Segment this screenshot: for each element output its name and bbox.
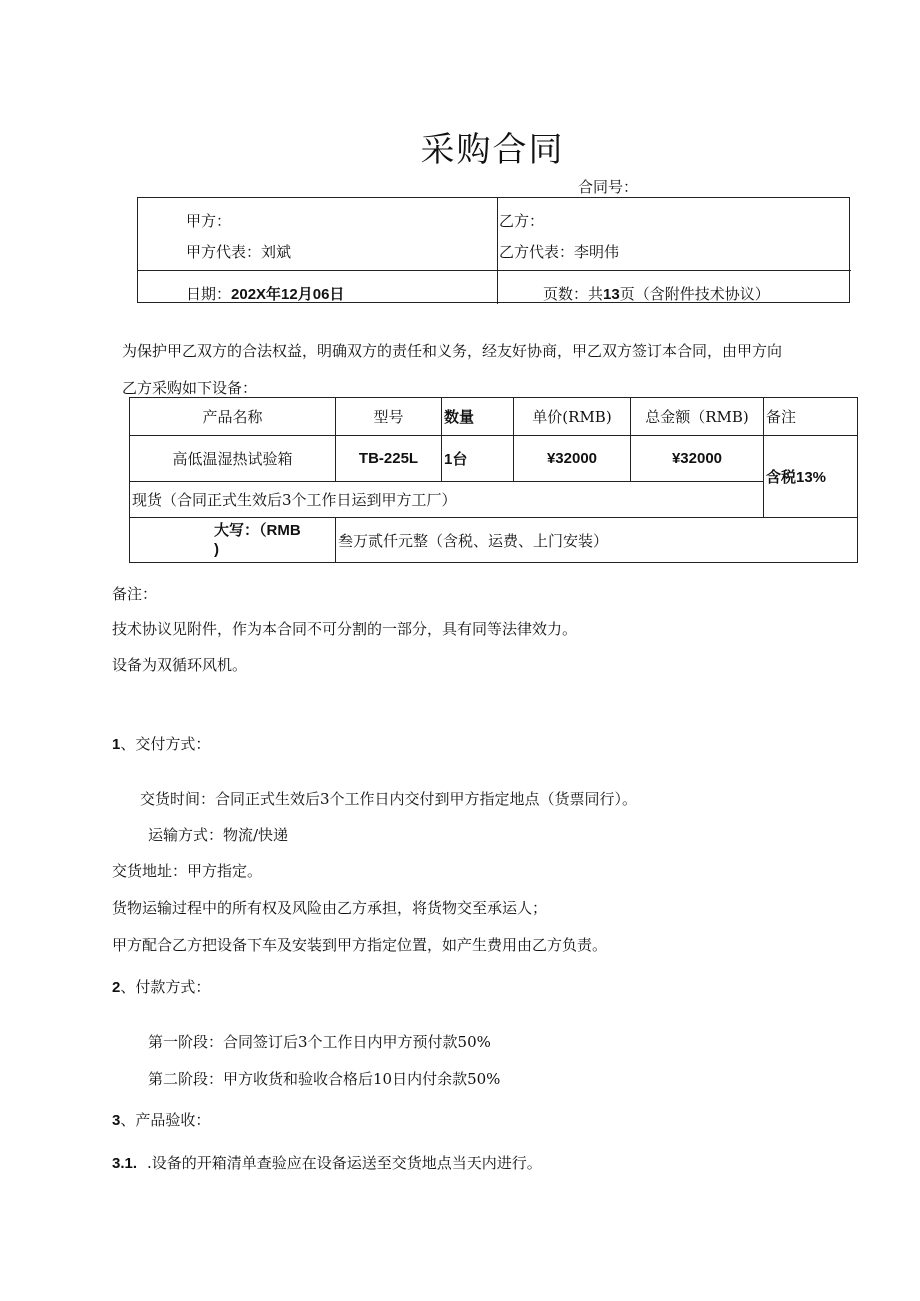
- pages-value: 13: [603, 286, 620, 303]
- header-qty: 数量: [442, 398, 514, 436]
- risk-clause: 货物运输过程中的所有权及风险由乙方承担，将货物交至承运人；: [112, 899, 548, 917]
- product-total: ¥32000: [631, 436, 764, 482]
- header-total: 总金额（RMB): [631, 398, 764, 436]
- product-name: 高低温湿热试验箱: [130, 436, 336, 482]
- note-line: 技术协议见附件，作为本合同不可分割的一部分，具有同等法律效力。: [112, 620, 578, 638]
- divider: [497, 198, 498, 304]
- delivery-address: 交货地址：甲方指定。: [112, 862, 263, 880]
- section-heading: 2、付款方式：: [112, 978, 211, 996]
- contract-number-label: 合同号：: [578, 178, 639, 196]
- delivery-time: 交货时间：合同正式生效后3个工作日内交付到甲方指定地点（货票同行）。: [140, 790, 638, 808]
- product-unit-price: ¥32000: [514, 436, 631, 482]
- intro-line: 为保护甲乙双方的合法权益，明确双方的责任和义务，经友好协商，甲乙双方签订本合同，由甲方向: [122, 342, 783, 360]
- section-heading: 3、产品验收：: [112, 1111, 211, 1129]
- pages-label: 页数：共: [543, 285, 604, 303]
- contract-date: [186, 283, 344, 304]
- parties-box: [137, 197, 850, 303]
- intro-line: 乙方采购如下设备：: [122, 379, 258, 397]
- divider: [138, 270, 851, 271]
- product-qty: 1台: [442, 436, 514, 482]
- stock-note: 现货（合同正式生效后3个工作日运到甲方工厂）: [130, 482, 764, 518]
- header-model: 型号: [336, 398, 442, 436]
- section-heading: 1、交付方式：: [112, 735, 211, 753]
- pages-suffix: 页（含附件技术协议）: [619, 285, 770, 303]
- table-header-row: [130, 398, 858, 436]
- transport-method: 运输方式：物流/快递: [148, 826, 289, 844]
- capital-row: [130, 518, 858, 563]
- capital-label: 大写：（RMB ): [130, 518, 336, 563]
- acceptance-item: 3.1. .设备的开箱清单查验应在设备运送至交货地点当天内进行。: [112, 1154, 542, 1172]
- party-a: 甲方：: [186, 212, 232, 230]
- party-b-representative: 乙方代表：李明伟: [499, 243, 620, 261]
- product-model: TB-225L: [336, 436, 442, 482]
- page-count: [543, 283, 770, 304]
- note-line: 设备为双循环风机。: [112, 656, 248, 674]
- page-title: 采购合同: [420, 130, 565, 170]
- install-clause: 甲方配合乙方把设备下车及安装到甲方指定位置，如产生费用由乙方负责。: [112, 936, 608, 954]
- product-remark: 含税13%: [764, 436, 858, 518]
- capital-amount: 叁万贰仟元整（含税、运费、上门安装）: [336, 518, 858, 563]
- date-label: 日期：: [186, 285, 232, 303]
- payment-stage-1: 第一阶段：合同签订后3个工作日内甲方预付款50%: [148, 1033, 491, 1051]
- stock-note-row: [130, 482, 858, 518]
- date-value: 202X年12月06日: [231, 286, 345, 303]
- header-remark: 备注: [764, 398, 858, 436]
- header-name: 产品名称: [130, 398, 336, 436]
- product-table: [129, 397, 858, 563]
- payment-stage-2: 第二阶段：甲方收货和验收合格后10日内付余款50%: [148, 1070, 501, 1088]
- party-a-representative: 甲方代表：刘斌: [186, 243, 292, 261]
- table-row: [130, 436, 858, 482]
- notes-title: 备注：: [112, 585, 158, 603]
- header-unit-price: 单价(RMB): [514, 398, 631, 436]
- party-b: 乙方：: [499, 212, 545, 230]
